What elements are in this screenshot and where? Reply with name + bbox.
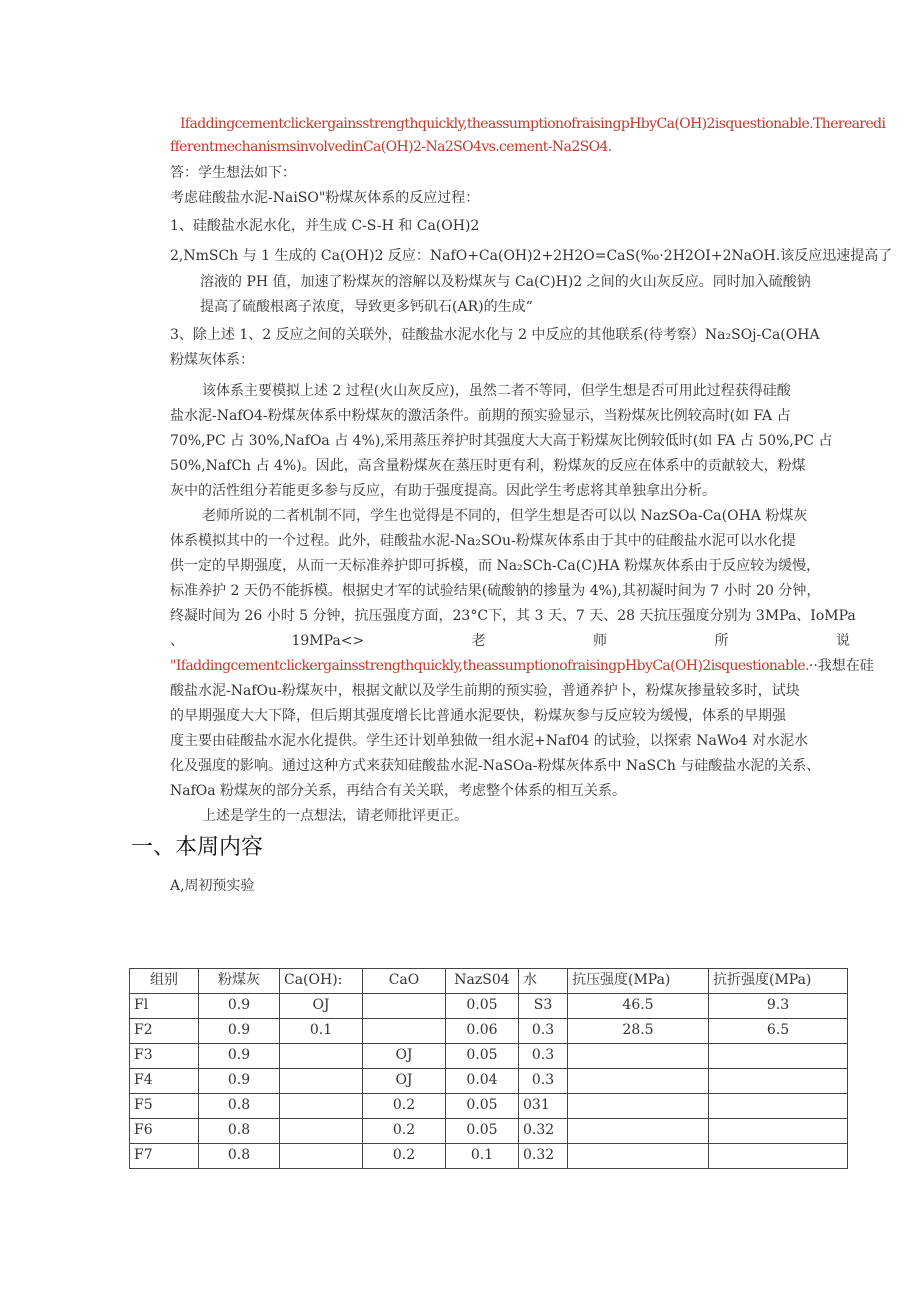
- step-3-line-2: 粉煤灰体系：: [170, 352, 254, 368]
- step-2-line-1: 2,NmSCh 与 1 生成的 Ca(OH)2 反应：NafO+Ca(OH)2+2H2O=CaS(‰·2H2OI+2NaOH.该反应迅速提高了: [170, 248, 893, 264]
- table-cell: 0.06: [446, 1019, 519, 1044]
- para-a-line-5: 灰中的活性组分若能更多参与反应，有助于强度提高。因此学生考虑将其单独拿出分析。: [170, 483, 716, 499]
- table-cell: [568, 1119, 709, 1144]
- para-b-line-8: 酸盐水泥-NafOu-粉煤灰中，根据文献以及学生前期的预实验，普通养护卜，粉煤灰掺量较多时，试块: [170, 683, 800, 699]
- english-comment-line-2: fferentmechanismsinvolvedinCa(OH)2-Na2SO4vs.cement-Na2SO4.: [170, 139, 612, 155]
- table-cell: 0.05: [446, 1044, 519, 1069]
- table-cell: 0.3: [519, 1069, 568, 1094]
- system-reaction-title: 考虑硅酸盐水泥-NaiSO"粉煤灰体系的反应过程：: [170, 190, 480, 206]
- table-cell: 0.05: [446, 1119, 519, 1144]
- teacher-quote: "Ifaddingcementclickergainsstrengthquickly,theassumptionofraisingpHbyCa(OH)2isquestionable.: [170, 658, 809, 674]
- justified-token: 师: [593, 633, 608, 649]
- table-cell: F6: [130, 1119, 199, 1144]
- para-b-line-5: 终凝时间为 26 小时 5 分钟，抗压强度方面，23°C下，其 3 天、7 天、28 天抗压强度分别为 3MPa、IoMPa: [170, 608, 856, 624]
- table-cell: 0.3: [519, 1044, 568, 1069]
- experiment-table: [129, 968, 848, 1169]
- header-cell: 组别: [130, 969, 199, 994]
- table-cell: 0.32: [519, 1119, 568, 1144]
- step-2-line-2: 溶液的 PH 值，加速了粉煤灰的溶解以及粉煤灰与 Ca(C)H)2 之间的火山灰反应。同时加入硫酸钠: [200, 274, 811, 290]
- table-cell: OJ: [363, 1044, 446, 1069]
- table-cell: 0.9: [199, 1019, 280, 1044]
- table-cell: [280, 1069, 363, 1094]
- para-b-line-2: 体系模拟其中的一个过程。此外，硅酸盐水泥-Na₂SOu-粉煤灰体系由于其中的硅酸盐水泥可以水化提: [170, 533, 796, 549]
- para-b-line-4: 标准养护 2 天仍不能拆模。根据史才军的试验结果(硫酸钠的掺量为 4%),其初凝时间为 7 小时 20 分钟，: [170, 583, 821, 599]
- para-b-line-12: NafOa 粉煤灰的部分关系，再结合有关关联，考虑整个体系的相互关系。: [170, 783, 627, 799]
- table-cell: F5: [130, 1094, 199, 1119]
- table-cell: 0.9: [199, 1044, 280, 1069]
- table-row: [130, 1019, 848, 1044]
- table-cell: [709, 1094, 848, 1119]
- table-cell: 28.5: [568, 1019, 709, 1044]
- table-cell: OJ: [280, 994, 363, 1019]
- subheading: A,周初预实验: [170, 878, 255, 894]
- table-cell: [709, 1144, 848, 1169]
- justified-token: 、: [170, 633, 184, 649]
- table-cell: [568, 1044, 709, 1069]
- table-cell: [568, 1094, 709, 1119]
- header-cell: Ca(OH):: [280, 969, 363, 994]
- para-b-line-3: 供一定的早期强度，从而一天标准养护即可拆模，而 Na₂SCh-Ca(C)HA 粉煤灰体系由于反应较为缓慢，: [170, 558, 821, 574]
- table-row: [130, 994, 848, 1019]
- table-cell: OJ: [363, 1069, 446, 1094]
- table-header-row: [130, 969, 848, 994]
- table-cell: 0.8: [199, 1119, 280, 1144]
- table-cell: 9.3: [709, 994, 848, 1019]
- table-cell: 0.2: [363, 1119, 446, 1144]
- table-cell: [363, 1019, 446, 1044]
- table-cell: Fl: [130, 994, 199, 1019]
- table-cell: [568, 1144, 709, 1169]
- table-row: [130, 1144, 848, 1169]
- para-a-line-4: 50%,NafCh 占 4%)。因此，高含量粉煤灰在蒸压时更有利，粉煤灰的反应在体系中的贡献较大，粉煤: [170, 458, 806, 474]
- step-3-line-1: 3、除上述 1、2 反应之间的关联外，硅酸盐水泥水化与 2 中反应的其他联系(待考察）Na₂SOj-Ca(OHA: [170, 327, 820, 343]
- table-cell: 0.9: [199, 994, 280, 1019]
- para-b-line-9: 的早期强度大大下降，但后期其强度增长比普通水泥要快，粉煤灰参与反应较为缓慢，体系的早期强: [170, 708, 786, 724]
- step-1: 1、硅酸盐水泥水化，并生成 C-S-H 和 Ca(OH)2: [170, 218, 480, 234]
- table-cell: 0.8: [199, 1144, 280, 1169]
- header-cell: NazS04: [446, 969, 519, 994]
- header-cell: CaO: [363, 969, 446, 994]
- table-cell: [709, 1119, 848, 1144]
- para-b-justified-row: [170, 631, 850, 651]
- table-cell: 0.04: [446, 1069, 519, 1094]
- closing-remark: 上述是学生的一点想法，请老师批评更正。: [202, 808, 468, 824]
- table-cell: [280, 1144, 363, 1169]
- answer-intro: 答：学生想法如下：: [170, 165, 296, 181]
- table-cell: S3: [519, 994, 568, 1019]
- justified-token: 说: [835, 633, 850, 649]
- table-cell: 0.05: [446, 994, 519, 1019]
- para-a-line-3: 70%,PC 占 30%,NafOa 占 4%),采用蒸压养护时其强度大大高于粉煤灰比例较低时(如 FA 占 50%,PC 占: [170, 433, 833, 449]
- section-heading: 一、本周内容: [131, 835, 264, 860]
- table-row: [130, 1044, 848, 1069]
- header-cell: 水: [519, 969, 568, 994]
- table-row: [130, 1119, 848, 1144]
- table-cell: [709, 1044, 848, 1069]
- header-cell: 粉煤灰: [199, 969, 280, 994]
- table-cell: F7: [130, 1144, 199, 1169]
- table-cell: [280, 1119, 363, 1144]
- para-b-quote-line: [170, 656, 874, 676]
- para-b-line-11: 化及强度的影响。通过这种方式来获知硅酸盐水泥-NaSOa-粉煤灰体系中 NaSCh 与硅酸盐水泥的关系、: [170, 758, 821, 774]
- table-row: [130, 1094, 848, 1119]
- table-cell: 0.1: [280, 1019, 363, 1044]
- table-cell: F4: [130, 1069, 199, 1094]
- table-cell: 0.9: [199, 1069, 280, 1094]
- table-cell: [280, 1044, 363, 1069]
- para-b-line-10: 度主要由硅酸盐水泥水化提供。学生还计划单独做一组水泥+Naf04 的试验，以探索 NaWo4 对水泥水: [170, 733, 809, 749]
- table-cell: 0.2: [363, 1144, 446, 1169]
- table-cell: 0.32: [519, 1144, 568, 1169]
- table-cell: 0.2: [363, 1094, 446, 1119]
- para-a-line-2: 盐水泥-NafO4-粉煤灰体系中粉煤灰的激活条件。前期的预实验显示，当粉煤灰比例较高时(如 FA 占: [170, 408, 791, 424]
- table-row: [130, 1069, 848, 1094]
- justified-token: 19MPa<>: [291, 633, 365, 649]
- para-b-line-1: 老师所说的二者机制不同，学生也觉得是不同的，但学生想是否可以以 NazSOa-Ca(OHA 粉煤灰: [202, 508, 808, 524]
- table-cell: F3: [130, 1044, 199, 1069]
- step-2-line-3: 提高了硫酸根离子浓度，导致更多钙矶石(AR)的生成“: [200, 299, 533, 315]
- header-cell: 抗压强度(MPa): [568, 969, 709, 994]
- table-cell: [709, 1069, 848, 1094]
- table-cell: [280, 1094, 363, 1119]
- table-cell: 46.5: [568, 994, 709, 1019]
- table-cell: 0.3: [519, 1019, 568, 1044]
- quote-tail: ··我想在硅: [808, 658, 874, 674]
- table-cell: 0.8: [199, 1094, 280, 1119]
- justified-token: 所: [714, 633, 729, 649]
- table-cell: 0.05: [446, 1094, 519, 1119]
- table-cell: [568, 1069, 709, 1094]
- table-cell: 6.5: [709, 1019, 848, 1044]
- table-cell: 031: [519, 1094, 568, 1119]
- table-cell: 0.1: [446, 1144, 519, 1169]
- table-cell: F2: [130, 1019, 199, 1044]
- table-cell: [363, 994, 446, 1019]
- header-cell: 抗折强度(MPa): [709, 969, 848, 994]
- justified-token: 老: [471, 633, 486, 649]
- english-comment-line-1: Ifaddingcementclickergainsstrengthquickly,theassumptionofraisingpHbyCa(OH)2isquestionable.Therearedi: [180, 116, 886, 132]
- para-a-line-1: 该体系主要模拟上述 2 过程(火山灰反应)，虽然二者不等同，但学生想是否可用此过程获得硅酸: [202, 383, 791, 399]
